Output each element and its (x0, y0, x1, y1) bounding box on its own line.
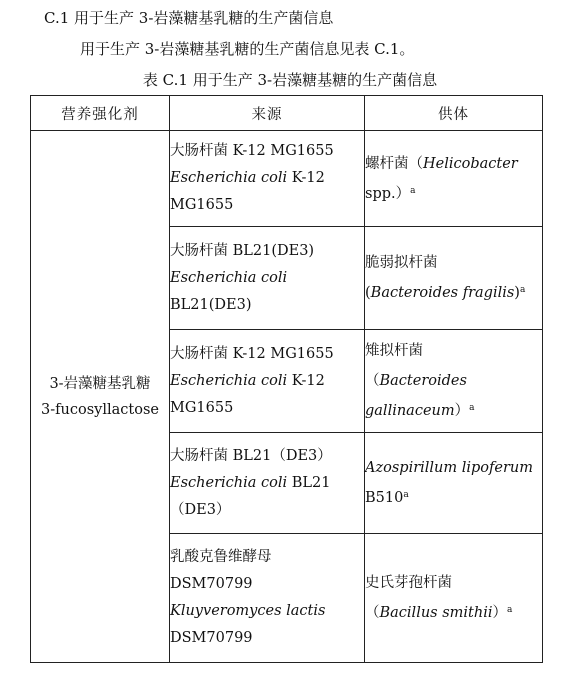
table-caption: 表 C.1 用于生产 3-岩藻糖基糖的生产菌信息 (142, 71, 438, 89)
source-cell (170, 433, 365, 534)
source-line (170, 470, 364, 497)
source-line (170, 238, 364, 265)
source-line (170, 443, 364, 470)
host-text: 螺杆菌（ (365, 155, 423, 172)
source-text: MG1655 (170, 399, 234, 416)
source-line (170, 571, 364, 598)
host-text: ) (514, 285, 520, 301)
host-text: spp.） (365, 185, 411, 202)
section-heading: C.1 用于生产 3-岩藻糖基乳糖的生产菌信息 (44, 9, 334, 27)
host-cell (365, 433, 543, 534)
source-text: 大肠杆菌 K-12 MG1655 (170, 143, 334, 159)
host-line (365, 483, 542, 513)
host-line (365, 248, 542, 278)
host-text: （ (365, 373, 380, 389)
source-cell (170, 131, 365, 227)
source-cell (170, 227, 365, 330)
species-name: Bacillus smithii (379, 605, 493, 621)
source-text: BL21(DE3) (170, 296, 252, 313)
host-text: B510 (365, 490, 404, 506)
intro-text: 用于生产 3-岩藻糖基乳糖的生产菌信息见表 C.1。 (80, 40, 415, 58)
source-line (170, 625, 364, 652)
host-line (365, 598, 542, 628)
source-line (170, 138, 364, 165)
host-line (365, 396, 542, 426)
species-name: Escherichia coli (170, 372, 288, 389)
species-name: Helicobacter (423, 155, 518, 172)
table-row (31, 131, 543, 227)
source-line (170, 265, 364, 292)
nutrient-cell (31, 131, 170, 663)
host-line (365, 336, 542, 366)
species-name: Escherichia coli (170, 269, 288, 286)
host-text: ） (454, 403, 470, 419)
footnote-marker: a (469, 403, 475, 413)
source-line (170, 395, 364, 422)
producer-strain-table (30, 95, 543, 663)
source-line (170, 341, 364, 368)
host-cell (365, 227, 543, 330)
source-text: DSM70799 (170, 630, 253, 646)
host-cell (365, 330, 543, 433)
header-nutrient: 营养强化剂 (31, 96, 170, 131)
source-cell (170, 534, 365, 663)
footnote-marker: a (519, 285, 526, 295)
source-text: BL21 (287, 474, 331, 491)
nutrient-name-en: 3-fucosyllactose (41, 401, 159, 418)
source-text: DSM70799 (170, 576, 253, 592)
source-line (170, 497, 364, 524)
source-text: MG1655 (170, 197, 234, 213)
species-name: Bacteroides (379, 373, 467, 389)
host-text: ( (365, 285, 371, 301)
source-text: K-12 (287, 372, 325, 389)
nutrient-name-cn: 3-岩藻糖基乳糖 (49, 375, 151, 392)
source-line (170, 192, 364, 219)
header-source: 来源 (170, 96, 365, 131)
source-text: 大肠杆菌 BL21（DE3） (170, 447, 332, 464)
species-name: Kluyveromyces lactis (170, 603, 326, 619)
host-line (365, 568, 542, 598)
footnote-marker: a (507, 605, 513, 615)
source-cell (170, 330, 365, 433)
host-text: 史氏芽孢杆菌 (365, 575, 452, 591)
host-text: 脆弱拟杆菌 (365, 255, 438, 271)
host-line (365, 179, 542, 209)
footnote-marker: a (403, 490, 409, 500)
source-text: （DE3） (170, 501, 231, 518)
source-line (170, 165, 364, 192)
source-line (170, 292, 364, 319)
species-name: Escherichia coli (170, 170, 288, 186)
source-text: 大肠杆菌 BL21(DE3) (170, 242, 315, 259)
host-text: 雉拟杆菌 (365, 343, 423, 359)
host-line (365, 278, 542, 308)
host-cell (365, 131, 543, 227)
source-line (170, 598, 364, 625)
host-text: （ (365, 605, 380, 621)
host-text: ） (492, 605, 507, 621)
host-line (365, 366, 542, 396)
host-cell (365, 534, 543, 663)
source-text: K-12 (287, 170, 325, 186)
table-header-row (31, 96, 543, 131)
source-line (170, 544, 364, 571)
species-name: Escherichia coli (170, 474, 288, 491)
species-name: Azospirillum lipoferum (365, 460, 533, 476)
source-line (170, 368, 364, 395)
source-text: 乳酸克鲁维酵母 (170, 549, 272, 565)
species-name: Bacteroides fragilis (370, 285, 515, 301)
header-host: 供体 (365, 96, 543, 131)
host-line (365, 149, 542, 179)
host-line (365, 453, 542, 483)
species-name: gallinaceum (365, 403, 455, 419)
source-text: 大肠杆菌 K-12 MG1655 (170, 345, 334, 362)
footnote-marker: a (410, 185, 416, 196)
